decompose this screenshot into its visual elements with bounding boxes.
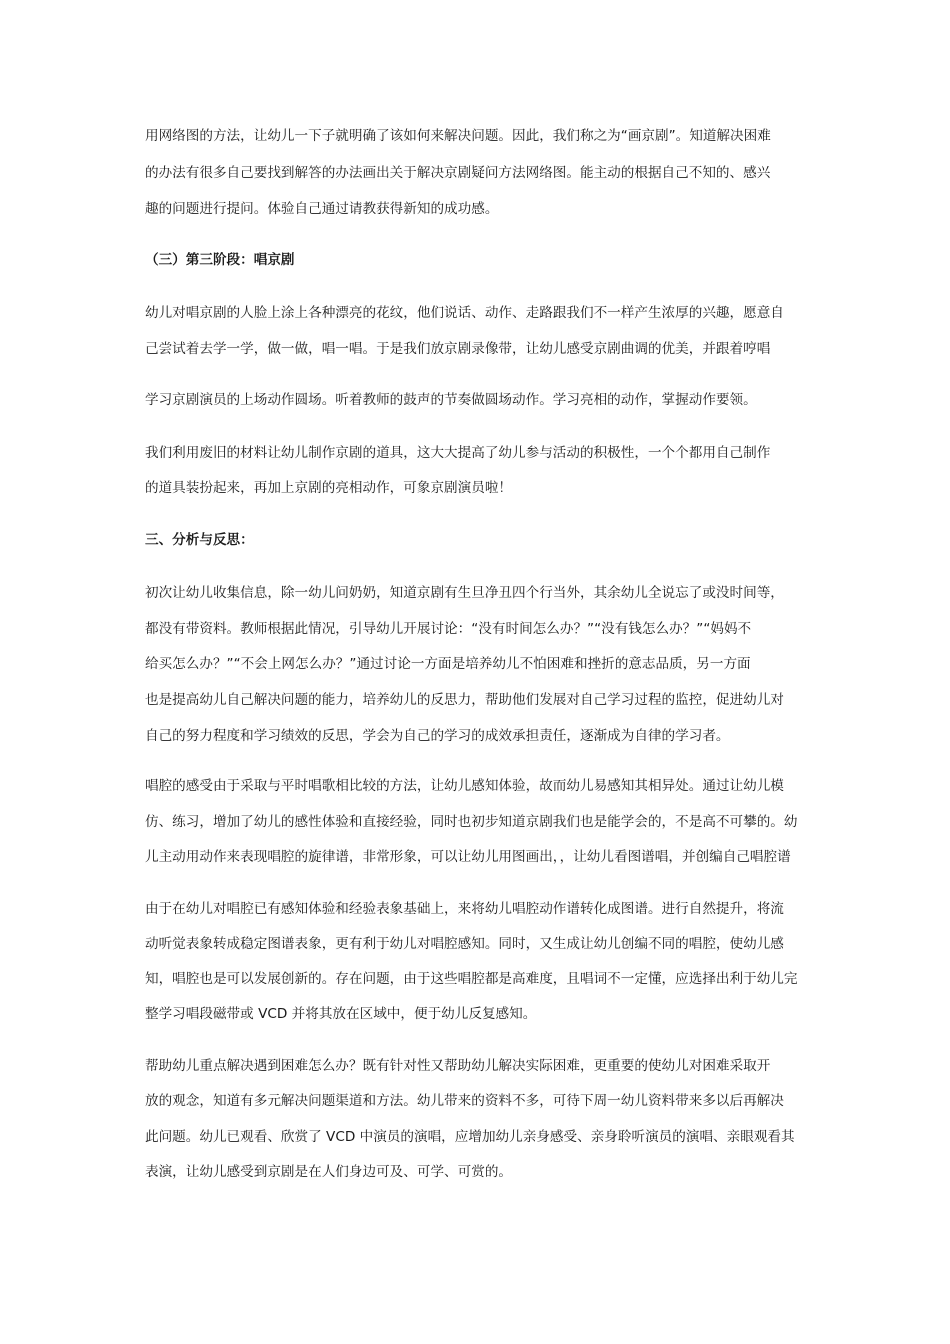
paragraph-2-line-1: 幼儿对唱京剧的人脸上涂上各种漂亮的花纹，他们说话、动作、走路跟我们不一样产生浓厚的兴趣，愿意自 [145,305,784,321]
paragraph-8-line-2: 放的观念，知道有多元解决问题渠道和方法。幼儿带来的资料不多，可待下周一幼儿资料带来多以后再解决 [145,1093,784,1109]
paragraph-5-line-1: 初次让幼儿收集信息，除一幼儿问奶奶，知道京剧有生旦净丑四个行当外，其余幼儿全说忘了或没时间等， [145,585,784,601]
paragraph-7-line-1: 由于在幼儿对唱腔已有感知体验和经验表象基础上，来将幼儿唱腔动作谱转化成图谱。进行自然提升，将流 [145,901,784,917]
paragraph-8-line-1: 帮助幼儿重点解决遇到困难怎么办？既有针对性又帮助幼儿解决实际困难，更重要的使幼儿对困难采取开 [145,1058,771,1074]
paragraph-5-line-5: 自己的努力程度和学习绩效的反思，学会为自己的学习的成效承担责任，逐渐成为自律的学习者。 [145,728,730,744]
paragraph-6-line-1: 唱腔的感受由于采取与平时唱歌相比较的方法，让幼儿感知体验，故而幼儿易感知其相异处。通过让幼儿模 [145,778,784,794]
paragraph-7-line-4: 整学习唱段磁带或 VCD 并将其放在区域中，便于幼儿反复感知。 [145,1006,537,1022]
paragraph-4-line-1: 我们利用废旧的材料让幼儿制作京剧的道具，这大大提高了幼儿参与活动的积极性，一个个都用自己制作 [145,445,771,461]
paragraph-8-line-3: 此问题。幼儿已观看、欣赏了 VCD 中演员的演唱，应增加幼儿亲身感受、亲身聆听演员的演唱、亲眼观看其 [145,1129,795,1145]
section-heading-stage-3: （三）第三阶段：唱京剧 [145,252,295,268]
paragraph-1-line-2: 的办法有很多自己要找到解答的办法画出关于解决京剧疑问方法网络图。能主动的根据自己不知的、感兴 [145,165,771,181]
paragraph-1-line-3: 趣的问题进行提问。体验自己通过请教获得新知的成功感。 [145,201,499,217]
paragraph-5-line-4: 也是提高幼儿自己解决问题的能力，培养幼儿的反思力，帮助他们发展对自己学习过程的监控，促进幼儿对 [145,692,784,708]
paragraph-2-line-2: 己尝试着去学一学，做一做，唱一唱。于是我们放京剧录像带，让幼儿感受京剧曲调的优美，并跟着哼唱 [145,341,771,357]
paragraph-1-line-1: 用网络图的方法，让幼儿一下子就明确了该如何来解决问题。因此，我们称之为“画京剧”。知道解决困难 [145,128,771,144]
paragraph-3-line-1: 学习京剧演员的上场动作圆场。听着教师的鼓声的节奏做圆场动作。学习亮相的动作，掌握动作要领。 [145,392,757,408]
paragraph-4-line-2: 的道具装扮起来，再加上京剧的亮相动作，可象京剧演员啦！ [145,480,513,496]
paragraph-5-line-3: 给买怎么办？”“不会上网怎么办？”通过讨论一方面是培养幼儿不怕困难和挫折的意志品质，另一方面 [145,656,751,672]
paragraph-7-line-3: 知，唱腔也是可以发展创新的。存在问题，由于这些唱腔都是高难度，且唱词不一定懂，应选择出利于幼儿完 [145,971,798,987]
paragraph-7-line-2: 动听觉表象转成稳定图谱表象，更有利于幼儿对唱腔感知。同时，又生成让幼儿创编不同的唱腔，使幼儿感 [145,936,784,952]
paragraph-5-line-2: 都没有带资料。教师根据此情况，引导幼儿开展讨论：“没有时间怎么办？”“没有钱怎么办？”“妈妈不 [145,621,752,637]
paragraph-6-line-3: 儿主动用动作来表现唱腔的旋律谱，非常形象，可以让幼儿用图画出，，让幼儿看图谱唱，并创编自己唱腔谱 [145,849,791,865]
paragraph-6-line-2: 仿、练习，增加了幼儿的感性体验和直接经验，同时也初步知道京剧我们也是能学会的，不是高不可攀的。幼 [145,814,798,830]
section-heading-analysis: 三、分析与反思： [145,532,254,548]
paragraph-8-line-4: 表演，让幼儿感受到京剧是在人们身边可及、可学、可赏的。 [145,1164,513,1180]
